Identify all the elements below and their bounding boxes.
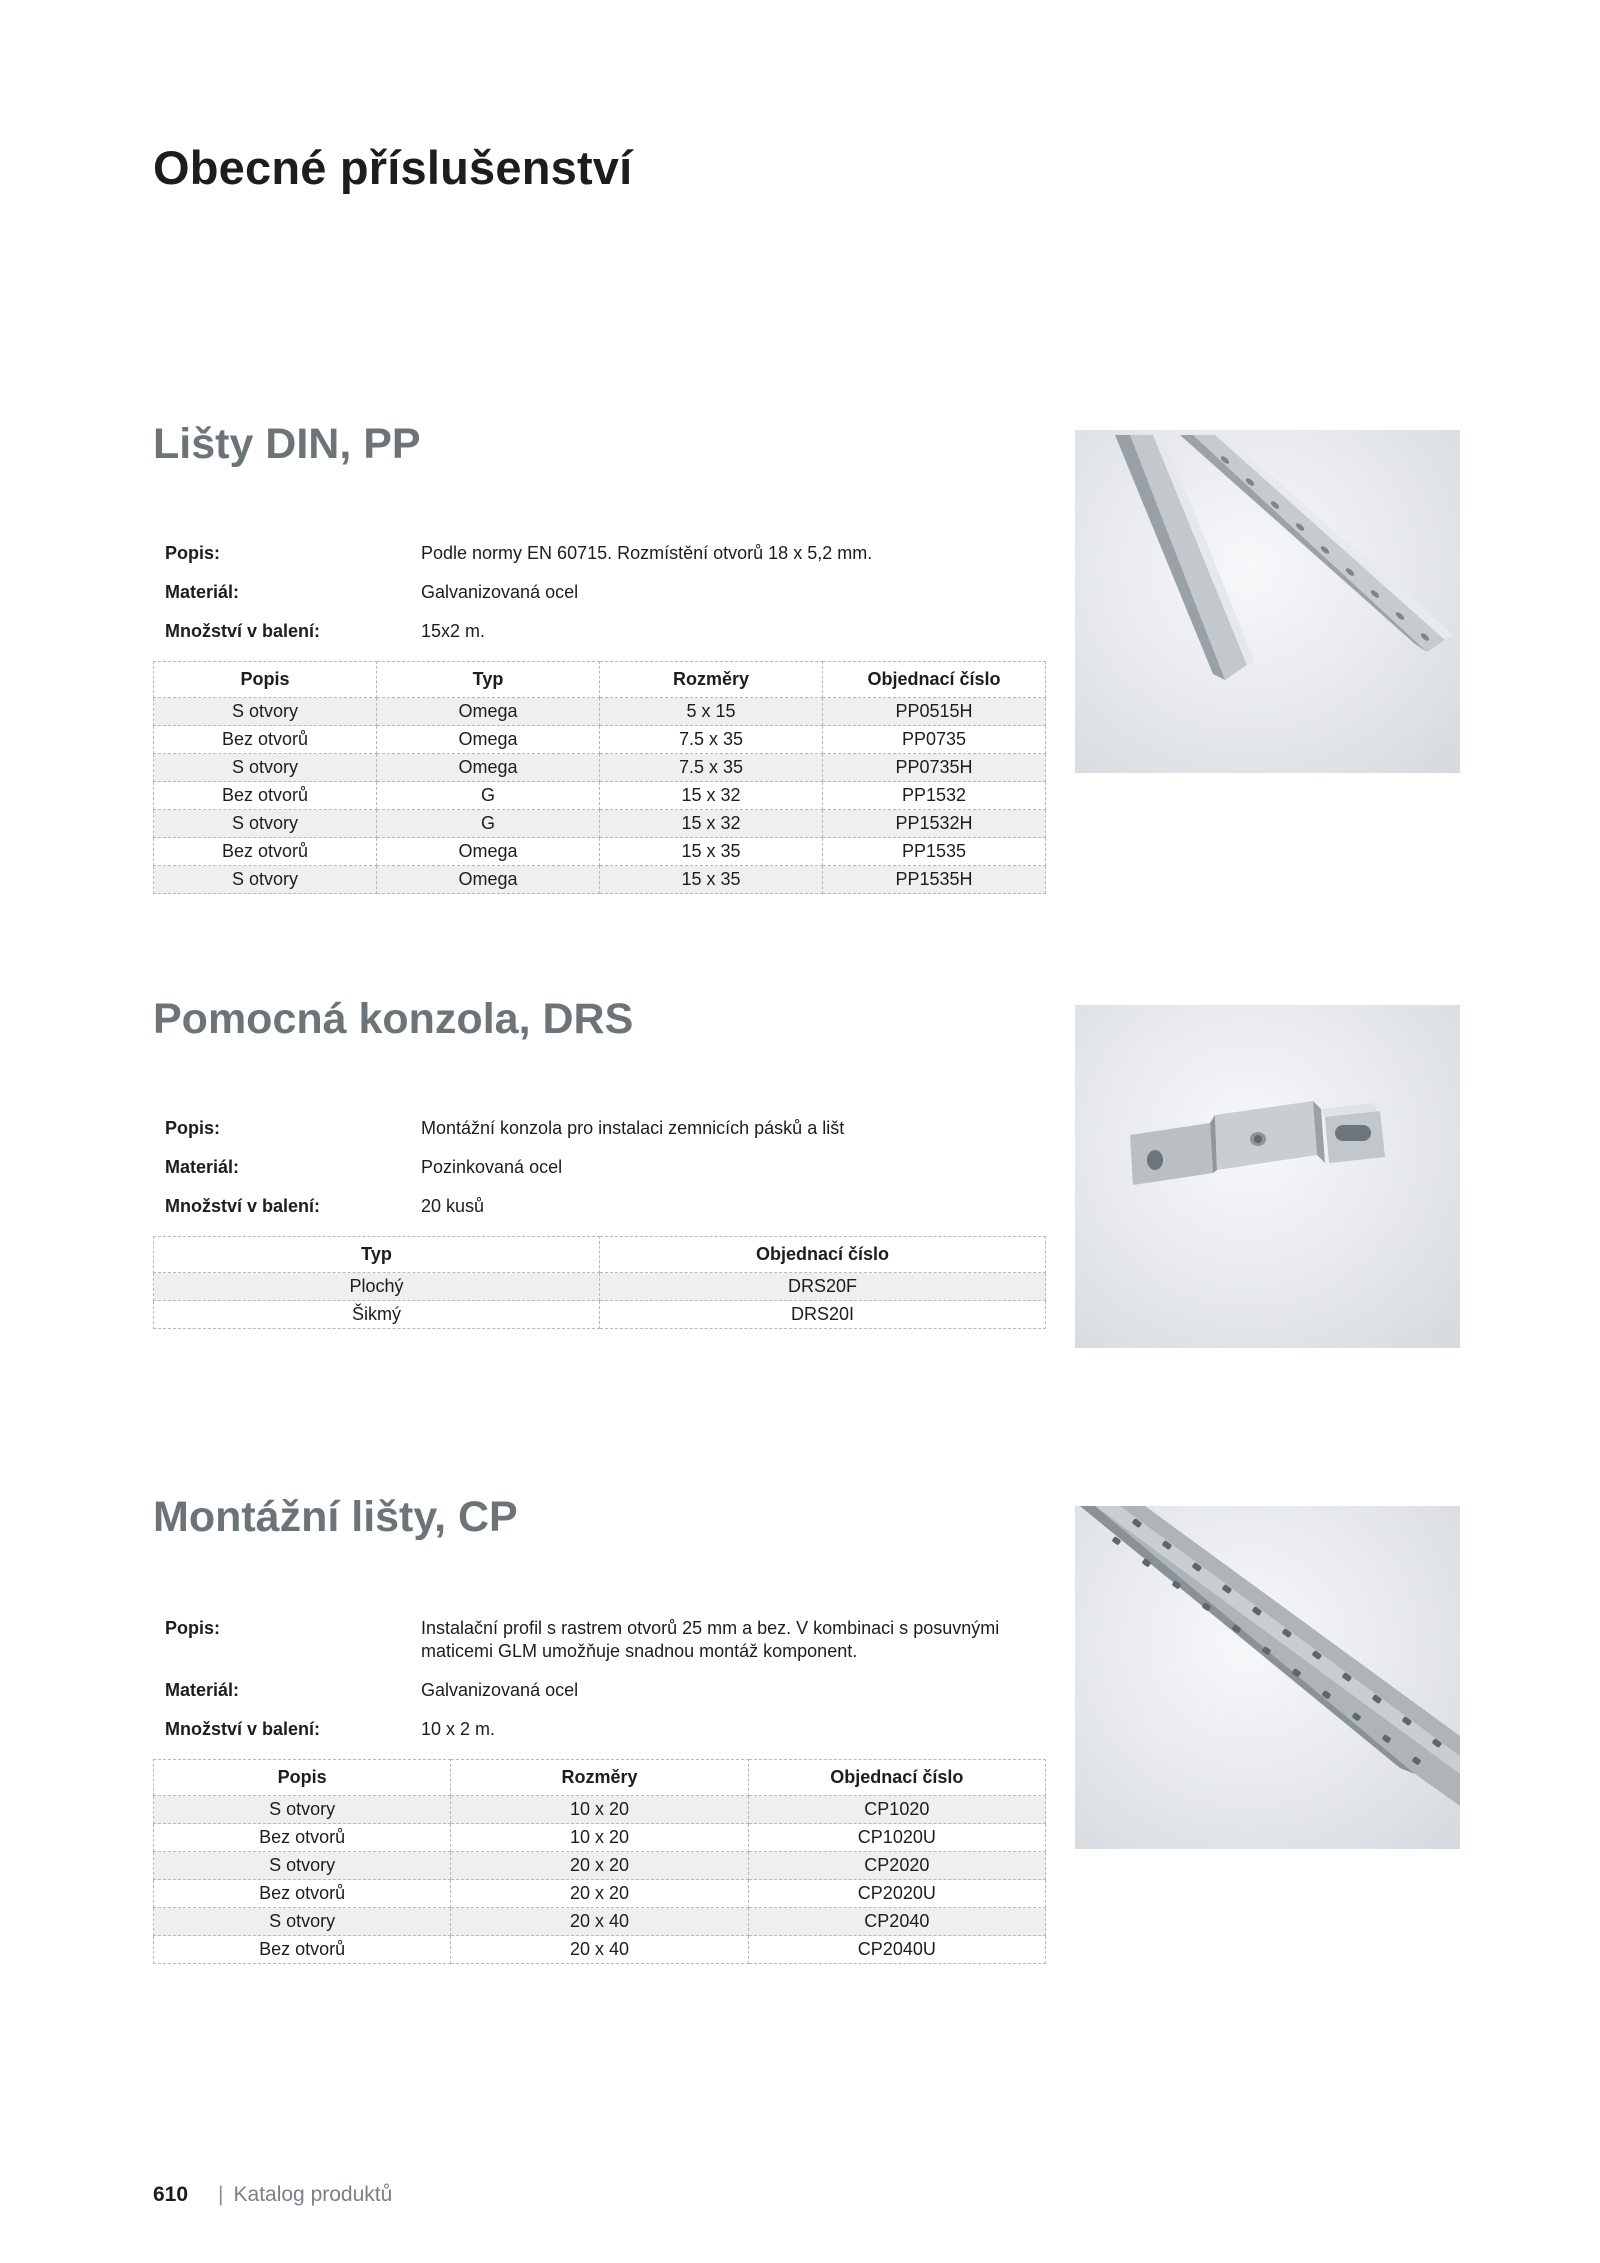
- table-cell: CP1020: [748, 1796, 1045, 1824]
- spec-label: Popis:: [165, 1618, 221, 1638]
- spec-value: Galvanizovaná ocel: [421, 582, 579, 602]
- spec-label: Materiál:: [165, 1680, 240, 1700]
- column-header: Objednací číslo: [748, 1760, 1045, 1796]
- table-cell: G: [377, 810, 600, 838]
- column-header: Objednací číslo: [823, 662, 1046, 698]
- table-row: [154, 866, 1046, 894]
- table-cell: PP1532H: [823, 810, 1046, 838]
- spec-label: Množství v balení:: [165, 621, 321, 641]
- spec-row-material: [153, 1156, 1046, 1179]
- page-number: 610: [153, 2183, 189, 2206]
- section-title: Lišty DIN, PP: [153, 420, 421, 468]
- spec-value: 20 kusů: [421, 1196, 485, 1216]
- spec-list: [153, 542, 1046, 659]
- column-header: Typ: [377, 662, 600, 698]
- column-header: Objednací číslo: [600, 1237, 1046, 1273]
- spec-value: Instalační profil s rastrem otvorů 25 mm a bez. V kombinaci s posuvnými maticemi GLM umožňuje snadnou montáž komponent.: [421, 1618, 1000, 1661]
- section-title: Montážní lišty, CP: [153, 1493, 518, 1541]
- table-cell: PP1535H: [823, 866, 1046, 894]
- column-header: Typ: [154, 1237, 600, 1273]
- table-cell: G: [377, 782, 600, 810]
- table-row: [154, 698, 1046, 726]
- spec-label: Množství v balení:: [165, 1196, 321, 1216]
- spec-label: Materiál:: [165, 1157, 240, 1177]
- table-cell: Šikmý: [154, 1301, 600, 1329]
- spec-row-description: [153, 1117, 1046, 1140]
- table-cell: S otvory: [154, 698, 377, 726]
- din-rail-illustration: [1075, 430, 1460, 773]
- bracket-illustration: [1075, 1005, 1460, 1348]
- spec-label: Množství v balení:: [165, 1719, 321, 1739]
- spec-value: 10 x 2 m.: [421, 1719, 496, 1739]
- spec-row-description: [153, 542, 1046, 565]
- table-cell: Bez otvorů: [154, 1824, 451, 1852]
- spec-list: [153, 1617, 1046, 1757]
- product-photo-mounting-rails: [1075, 1506, 1460, 1849]
- table-row: [154, 1273, 1046, 1301]
- product-photo-bracket: [1075, 1005, 1460, 1348]
- spec-value: Podle normy EN 60715. Rozmístění otvorů 18 x 5,2 mm.: [421, 543, 873, 563]
- section-title: Pomocná konzola, DRS: [153, 995, 634, 1043]
- table-row: [154, 726, 1046, 754]
- table-cell: 20 x 40: [451, 1936, 748, 1964]
- spec-row-package: [153, 620, 1046, 643]
- spec-row-description: [153, 1617, 1046, 1663]
- spec-list: [153, 1117, 1046, 1234]
- column-header: Rozměry: [451, 1760, 748, 1796]
- table-cell: S otvory: [154, 1852, 451, 1880]
- table-cell: Bez otvorů: [154, 726, 377, 754]
- table-cell: 20 x 20: [451, 1852, 748, 1880]
- footer-separator: |: [218, 2183, 224, 2206]
- table-cell: 5 x 15: [600, 698, 823, 726]
- table-cell: PP0735: [823, 726, 1046, 754]
- table-row: [154, 838, 1046, 866]
- mounting-rail-illustration: [1075, 1506, 1460, 1849]
- table-row: [154, 782, 1046, 810]
- table-cell: PP1535: [823, 838, 1046, 866]
- table-cell: Bez otvorů: [154, 782, 377, 810]
- table-cell: 7.5 x 35: [600, 754, 823, 782]
- table-row: [154, 1908, 1046, 1936]
- table-row: [154, 1301, 1046, 1329]
- table-cell: 10 x 20: [451, 1796, 748, 1824]
- table-row: [154, 754, 1046, 782]
- table-cell: S otvory: [154, 1796, 451, 1824]
- table-cell: CP1020U: [748, 1824, 1045, 1852]
- table-cell: Omega: [377, 698, 600, 726]
- table-cell: 15 x 35: [600, 838, 823, 866]
- table-cell: Bez otvorů: [154, 1936, 451, 1964]
- table-cell: 15 x 35: [600, 866, 823, 894]
- table-header-row: [154, 1760, 1046, 1796]
- table-header-row: [154, 1237, 1046, 1273]
- table-row: [154, 1936, 1046, 1964]
- table-cell: DRS20F: [600, 1273, 1046, 1301]
- table-cell: Bez otvorů: [154, 838, 377, 866]
- table-cell: DRS20I: [600, 1301, 1046, 1329]
- page-footer: [153, 2183, 392, 2207]
- spec-label: Materiál:: [165, 582, 240, 602]
- product-table: [153, 661, 1046, 894]
- table-cell: PP0735H: [823, 754, 1046, 782]
- table-cell: Omega: [377, 726, 600, 754]
- table-cell: S otvory: [154, 754, 377, 782]
- table-cell: PP0515H: [823, 698, 1046, 726]
- table-cell: 20 x 20: [451, 1880, 748, 1908]
- spec-row-package: [153, 1718, 1046, 1741]
- table-row: [154, 1824, 1046, 1852]
- table-cell: Omega: [377, 838, 600, 866]
- table-row: [154, 810, 1046, 838]
- table-row: [154, 1852, 1046, 1880]
- table-cell: Omega: [377, 754, 600, 782]
- table-cell: PP1532: [823, 782, 1046, 810]
- table-cell: 10 x 20: [451, 1824, 748, 1852]
- column-header: Popis: [154, 1760, 451, 1796]
- spec-value: Galvanizovaná ocel: [421, 1680, 579, 1700]
- product-table: [153, 1759, 1046, 1964]
- table-cell: CP2020: [748, 1852, 1045, 1880]
- spec-value: Pozinkovaná ocel: [421, 1157, 563, 1177]
- spec-row-package: [153, 1195, 1046, 1218]
- table-row: [154, 1880, 1046, 1908]
- spec-row-material: [153, 581, 1046, 604]
- spec-label: Popis:: [165, 1118, 221, 1138]
- table-cell: 20 x 40: [451, 1908, 748, 1936]
- table-cell: Bez otvorů: [154, 1880, 451, 1908]
- catalog-label: Katalog produktů: [233, 2183, 393, 2206]
- table-row: [154, 1796, 1046, 1824]
- table-cell: CP2020U: [748, 1880, 1045, 1908]
- page-title: Obecné příslušenství: [153, 141, 633, 194]
- column-header: Rozměry: [600, 662, 823, 698]
- spec-value: Montážní konzola pro instalaci zemnicích pásků a lišt: [421, 1118, 845, 1138]
- product-table: [153, 1236, 1046, 1329]
- column-header: Popis: [154, 662, 377, 698]
- spec-row-material: [153, 1679, 1046, 1702]
- table-cell: S otvory: [154, 866, 377, 894]
- table-cell: Omega: [377, 866, 600, 894]
- table-cell: 15 x 32: [600, 810, 823, 838]
- table-cell: S otvory: [154, 1908, 451, 1936]
- product-photo-din-rails: [1075, 430, 1460, 773]
- table-cell: 7.5 x 35: [600, 726, 823, 754]
- table-cell: Plochý: [154, 1273, 600, 1301]
- table-cell: S otvory: [154, 810, 377, 838]
- spec-value: 15x2 m.: [421, 621, 486, 641]
- table-cell: 15 x 32: [600, 782, 823, 810]
- spec-label: Popis:: [165, 543, 221, 563]
- table-header-row: [154, 662, 1046, 698]
- table-cell: CP2040U: [748, 1936, 1045, 1964]
- table-cell: CP2040: [748, 1908, 1045, 1936]
